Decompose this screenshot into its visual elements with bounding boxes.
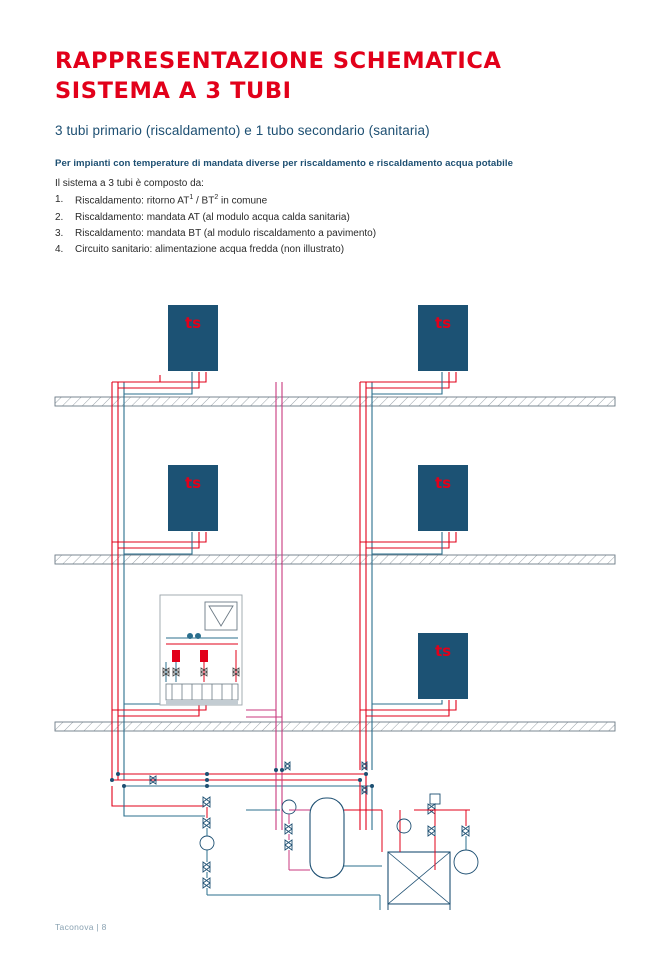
title-line-1: RAPPRESENTAZIONE SCHEMATICA <box>55 48 502 74</box>
list-item-label: Riscaldamento: ritorno $AT^1 / BT^2$ in comune <box>75 194 268 207</box>
schematic-diagram <box>0 270 671 910</box>
intro-text: Il sistema a 3 tubi è composto da: <box>55 178 204 189</box>
list-item <box>55 242 376 258</box>
svg-text:ts: ts <box>184 314 202 332</box>
list-item <box>55 210 376 226</box>
svg-text:ts: ts <box>434 474 452 492</box>
floor-heating-station <box>160 595 242 705</box>
riser-pipes <box>112 375 372 780</box>
page-title <box>55 46 615 107</box>
list-item-label: Riscaldamento: mandata BT (al modulo riscaldamento a pavimento) <box>75 227 377 239</box>
plant-room <box>200 794 478 910</box>
list-item-number: 1. <box>55 194 64 206</box>
svg-text:ts: ts <box>434 642 452 660</box>
list-item-number: 3. <box>55 227 64 239</box>
list-item-number: 4. <box>55 244 64 256</box>
wall-module <box>418 633 468 699</box>
wall-module <box>418 305 468 371</box>
floor-slab <box>55 555 615 564</box>
wall-module <box>168 305 218 371</box>
valve-symbol <box>150 762 367 794</box>
list-item <box>55 192 376 210</box>
title-line-2: SISTEMA A 3 TUBI <box>55 78 292 105</box>
list-item-label: Circuito sanitario: alimentazione acqua fredda (non illustrato) <box>75 244 345 256</box>
subtitle: 3 tubi primario (riscaldamento) e 1 tubo secondario (sanitaria) <box>55 123 430 138</box>
svg-text:ts: ts <box>434 314 452 332</box>
floor-slab <box>55 722 615 731</box>
wall-module <box>168 465 218 531</box>
lead-text: Per impianti con temperature di mandata diverse per riscaldamento e riscaldamento acqua potabile <box>55 158 513 169</box>
list-item-number: 2. <box>55 211 64 223</box>
floor-slab <box>55 397 615 406</box>
wall-module <box>418 465 468 531</box>
list-item <box>55 226 376 242</box>
page-footer: Taconova | 8 <box>55 922 107 932</box>
list-item-label: Riscaldamento: mandata AT (al modulo acqua calda sanitaria) <box>75 211 350 223</box>
svg-text:ts: ts <box>184 474 202 492</box>
body-text <box>55 176 376 258</box>
